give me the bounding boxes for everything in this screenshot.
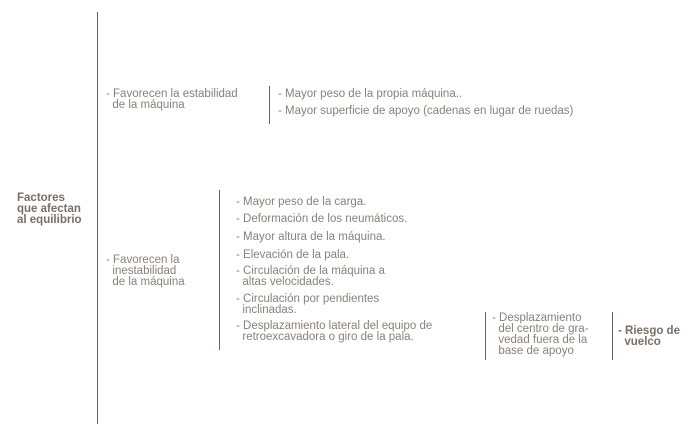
stability-label-line: - Favorecen la estabilidad [106, 88, 238, 100]
instability-item-text: inclinadas. [236, 304, 297, 316]
stability-label-line: de la máquina [106, 99, 185, 111]
instability-item-text: - Elevación de la pala. [236, 249, 350, 261]
instability-bracket-line [219, 190, 220, 350]
cause-label-line: - Desplazamiento [492, 312, 582, 324]
root-bracket-line [97, 12, 98, 424]
stability-item-text: - Mayor peso de la propia máquina.. [278, 88, 463, 100]
cause-label [492, 313, 589, 357]
stability-item [278, 106, 573, 117]
cause-label-line: base de apoyo [492, 345, 574, 357]
instability-label-line: - Favorecen la [106, 254, 180, 266]
instability-item-text: - Desplazamiento lateral del equipo de [236, 320, 433, 332]
instability-item-text: retroexcavadora o giro de la pala. [236, 331, 414, 343]
cause-bracket-line [485, 312, 486, 360]
instability-label-line: inestabilidad [106, 265, 177, 277]
instability-item-text: - Circulación por pendientes [236, 293, 380, 305]
result-label [618, 326, 680, 348]
cause-label-line: del centro de gra- [492, 323, 589, 335]
result-bracket-line [612, 312, 613, 360]
instability-item-text: - Deformación de los neumáticos. [236, 213, 408, 225]
instability-item [236, 250, 349, 261]
root-label-line: Factores [17, 192, 65, 204]
instability-item-text: - Mayor peso de la carga. [236, 196, 367, 208]
instability-item [236, 197, 366, 208]
root-label-line: que afectan [17, 203, 81, 215]
stability-item-text: - Mayor superficie de apoyo (cadenas en lugar de ruedas) [278, 105, 574, 117]
cause-label-line: vedad fuera de la [492, 334, 588, 346]
stability-label [106, 89, 238, 111]
root-label-line: al equilibrio [17, 214, 82, 226]
instability-item [236, 232, 386, 243]
instability-label-line: de la máquina [106, 276, 185, 288]
result-label-line: - Riesgo de [618, 325, 680, 337]
root-label [17, 193, 82, 226]
instability-item [236, 321, 432, 343]
stability-item [278, 89, 462, 100]
instability-item [236, 214, 407, 225]
result-label-line: vuelco [618, 336, 661, 348]
instability-label [106, 255, 185, 288]
instability-item [236, 266, 385, 288]
stability-bracket-line [269, 86, 270, 124]
instability-item [236, 294, 379, 316]
instability-item-text: - Circulación de la máquina a [236, 265, 385, 277]
instability-item-text: altas velocidades. [236, 276, 334, 288]
instability-item-text: - Mayor altura de la máquina. [236, 231, 386, 243]
